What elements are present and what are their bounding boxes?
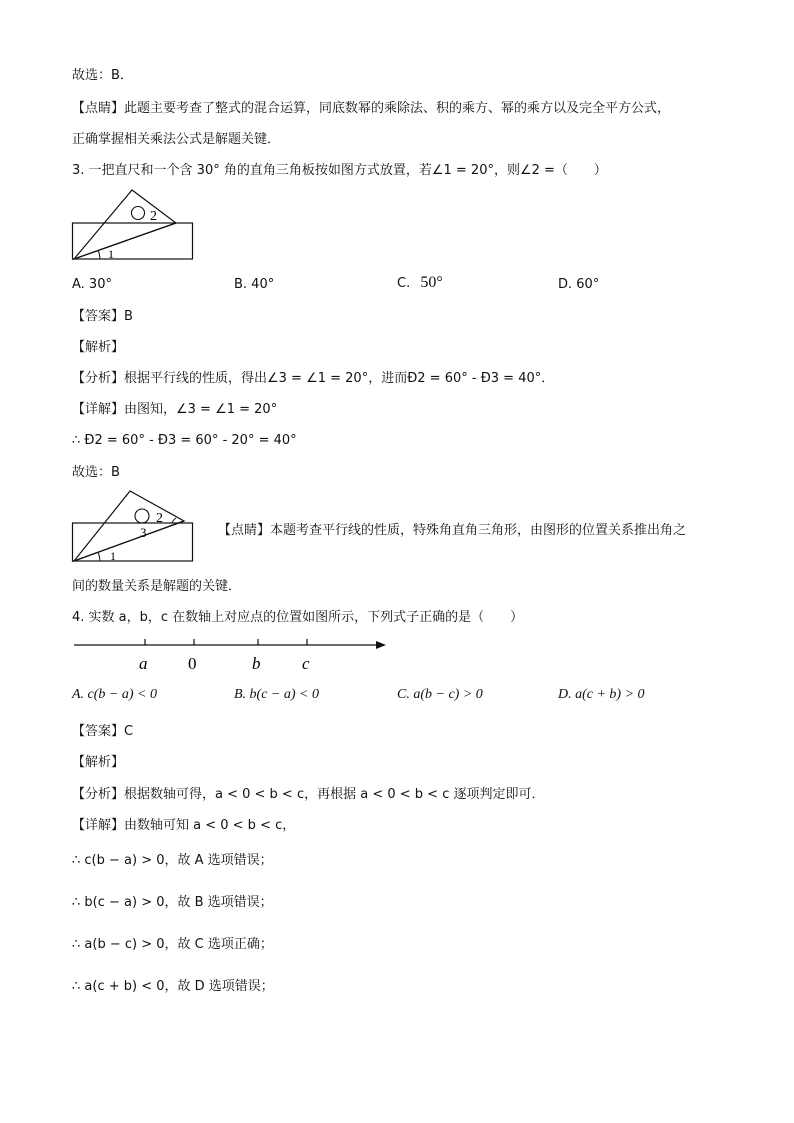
set-square	[74, 190, 176, 259]
q4-result-a: ∴ c(b − a) > 0，故 A 选项错误；	[72, 853, 273, 868]
angle-1-label: 1	[110, 549, 116, 563]
set-square	[74, 491, 184, 561]
q3-option-c-letter: C.	[397, 276, 411, 291]
number-line	[72, 636, 392, 676]
q3-fenxi: 【分析】根据平行线的性质，得出∠3 = ∠1 = 20°，进而Ð2 = 60° - Ð3 = 40°．	[72, 371, 555, 386]
q3-answer: 【答案】B	[72, 309, 133, 324]
ruler-triangle-figure	[72, 188, 196, 262]
q3-analysis-heading: 【解析】	[72, 340, 125, 355]
angle-3-label: 3	[140, 525, 147, 540]
question-3: 3. 一把直尺和一个含 30° 角的直角三角板按如图方式放置，若∠1 = 20°，则∠2 =（ ）	[72, 163, 607, 178]
q3-remark-a: 【点睛】本题考查平行线的性质，特殊角直角三角形，由图形的位置关系推出角之	[218, 523, 687, 538]
question-4: 4. 实数 a，b，c 在数轴上对应点的位置如图所示，下列式子正确的是（ ）	[72, 610, 524, 625]
q3-option-a: A. 30°	[72, 277, 112, 292]
q3-xiangjie: 【详解】由图知，∠3 = ∠1 = 20°	[72, 402, 278, 417]
label-zero: 0	[188, 654, 197, 673]
q4-fenxi: 【分析】根据数轴可得，a < 0 < b < c，再根据 a < 0 < b < c 逐项判定即可．	[72, 787, 545, 802]
remark-line-1: 【点睛】此题主要考查了整式的混合运算，同底数幂的乘除法、积的乘方、幂的乘方以及完全平方公式，	[72, 101, 671, 116]
q4-result-c: ∴ a(b − c) > 0，故 C 选项正确；	[72, 937, 273, 952]
q4-option-b: B. b(c − a) < 0	[234, 687, 319, 702]
q3-option-c	[397, 273, 443, 294]
q3-remark-b: 间的数量关系是解题的关键．	[72, 579, 242, 594]
label-c: c	[302, 654, 310, 673]
angle-1-label: 1	[108, 247, 114, 261]
label-b: b	[252, 654, 261, 673]
hole	[132, 207, 145, 220]
q4-result-b: ∴ b(c − a) > 0，故 B 选项错误；	[72, 895, 273, 910]
angle-2-label: 2	[150, 209, 157, 224]
q4-option-a: A. c(b − a) < 0	[72, 687, 157, 702]
q4-xiangjie: 【详解】由数轴可知 a < 0 < b < c，	[72, 818, 296, 833]
q3-option-c-value: 50°	[420, 274, 443, 291]
hole	[135, 509, 149, 523]
q4-option-c: C. a(b − c) > 0	[397, 687, 483, 702]
conclusion-line: 故选：B．	[72, 68, 133, 83]
q4-option-d: D. a(c + b) > 0	[558, 687, 645, 702]
q3-option-b: B. 40°	[234, 277, 275, 292]
angle-2-label: 2	[156, 511, 163, 526]
q4-answer: 【答案】C	[72, 724, 134, 739]
q3-therefore: ∴ Ð2 = 60° - Ð3 = 60° - 20° = 40°	[72, 433, 297, 448]
q4-result-d: ∴ a(c + b) < 0，故 D 选项错误；	[72, 979, 274, 994]
q4-analysis-heading: 【解析】	[72, 755, 125, 770]
remark-line-2: 正确掌握相关乘法公式是解题关键．	[72, 132, 281, 147]
ruler-triangle-figure-2	[72, 489, 196, 565]
q3-guxuan: 故选：B	[72, 465, 120, 480]
q3-option-d: D. 60°	[558, 277, 600, 292]
label-a: a	[139, 654, 148, 673]
